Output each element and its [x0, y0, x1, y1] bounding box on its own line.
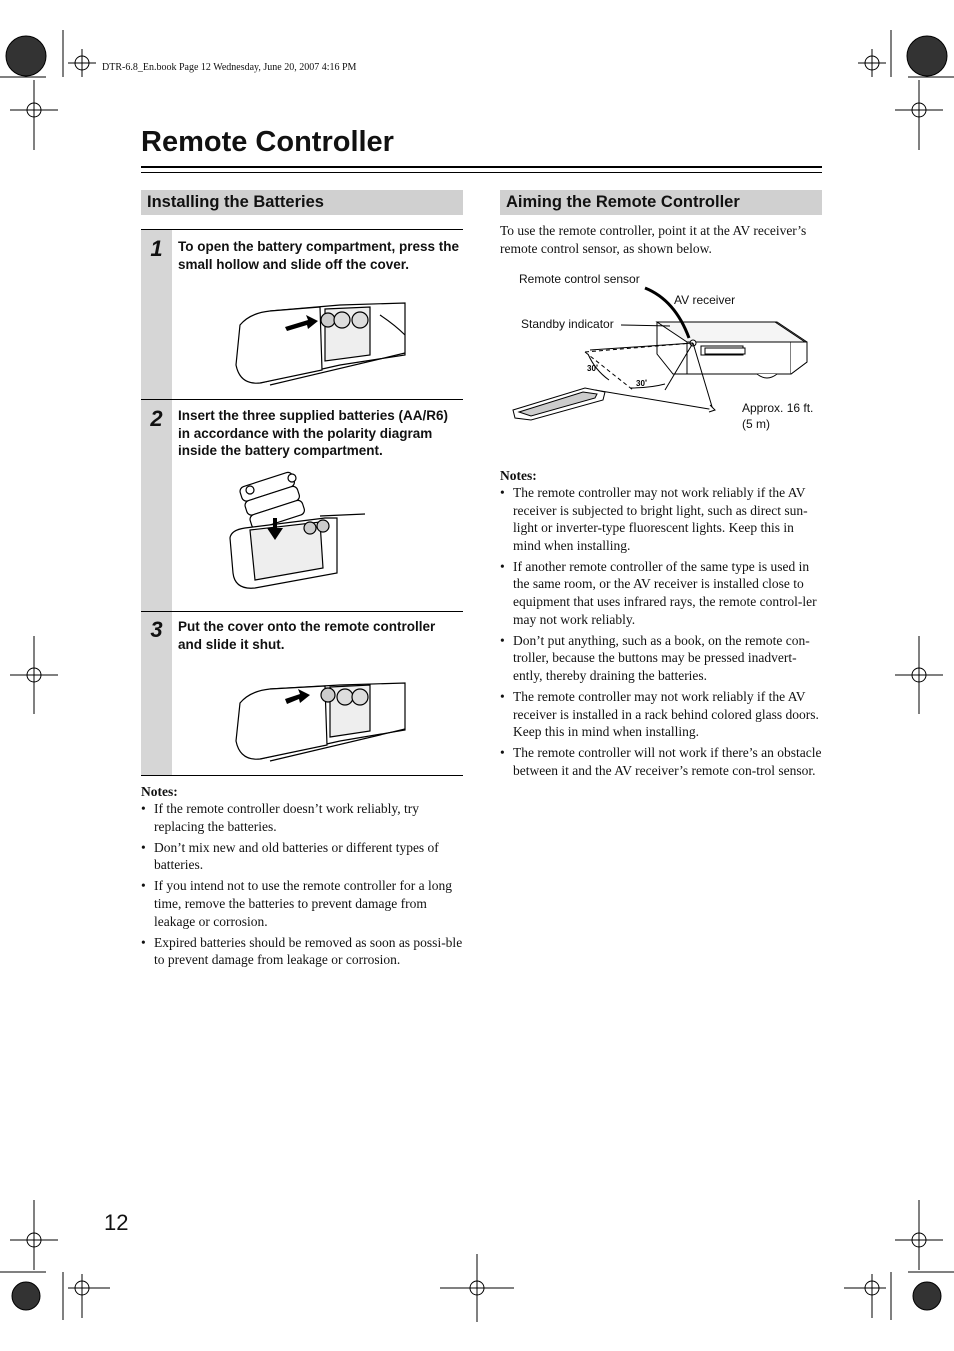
standby-indicator-label: Standby indicator [521, 317, 614, 331]
page-title: Remote Controller [141, 126, 394, 158]
title-rule-thin [141, 172, 822, 173]
step-1-number: 1 [150, 236, 163, 261]
distance-label-line2: (5 m) [742, 417, 770, 431]
list-item: • Expired batteries should be removed as soon as possi-ble to prevent damage from leakage or corrosion. [141, 934, 465, 969]
step-3-number: 3 [150, 617, 163, 642]
title-rule-thick [141, 166, 822, 168]
list-item: • Don’t mix new and old batteries or different types of batteries. [141, 839, 465, 874]
aiming-diagram [505, 270, 825, 450]
av-receiver-label: AV receiver [674, 293, 736, 307]
step-divider [141, 229, 463, 230]
left-notes-list [141, 800, 465, 969]
list-item: • If the remote controller doesn’t work reliably, try replacing the batteries. [141, 800, 465, 835]
left-notes [141, 784, 465, 972]
angle-label-1: 30˚ [587, 364, 599, 373]
aiming-remote-heading: Aiming the Remote Controller [500, 190, 822, 215]
page-number: 12 [104, 1210, 129, 1235]
remote-sensor-label: Remote control sensor [519, 272, 640, 286]
right-notes-list [500, 484, 824, 780]
list-item: • If another remote controller of the same type is used in the same room, or the AV receiver is installed close to equipment that uses infrared rays, the remote control-ler may not work reliably. [500, 558, 824, 628]
close-cover-illustration [230, 675, 410, 765]
list-item: • The remote controller will not work if there’s an obstacle between it and the AV receiver’s remote con-trol sensor. [500, 744, 824, 779]
right-notes-title: Notes: [500, 468, 537, 483]
step-1-text: To open the battery compartment, press the small hollow and slide off the cover. [178, 239, 460, 272]
file-info-header: DTR-6.8_En.book Page 12 Wednesday, June 20, 2007 4:16 PM [102, 62, 357, 73]
distance-label-line1: Approx. 16 ft. [742, 401, 814, 415]
step-2-text: Insert the three supplied batteries (AA/R6) in accordance with the polarity diagram inside the battery compartment. [178, 408, 449, 458]
left-notes-title: Notes: [141, 784, 178, 799]
list-item: • If you intend not to use the remote controller for a long time, remove the batteries to prevent damage from leakage or corrosion. [141, 877, 465, 930]
step-3-text: Put the cover onto the remote controller and slide it shut. [178, 619, 436, 652]
step-divider [141, 611, 463, 612]
insert-batteries-illustration [225, 468, 365, 596]
angle-label-2: 30˚ [636, 379, 648, 388]
list-item: • The remote controller may not work reliably if the AV receiver is subjected to bright light, such as direct sun-light or inverter-type fluorescent lights. Keep this in mind when installing. [500, 484, 824, 554]
list-item: • Don’t put anything, such as a book, on the remote con-troller, because the buttons may be pressed inadvert-ently, thereby draining the batteries. [500, 632, 824, 685]
installing-batteries-heading: Installing the Batteries [141, 190, 463, 215]
step-divider [141, 399, 463, 400]
step-2-number: 2 [150, 406, 163, 431]
right-notes [500, 468, 824, 783]
list-item: • The remote controller may not work reliably if the AV receiver is installed in a rack behind colored glass doors. Keep this in mind when installing. [500, 688, 824, 741]
aiming-intro: To use the remote controller, point it at the AV receiver’s remote control sensor, as shown below. [500, 223, 807, 256]
open-cover-illustration [230, 295, 410, 390]
